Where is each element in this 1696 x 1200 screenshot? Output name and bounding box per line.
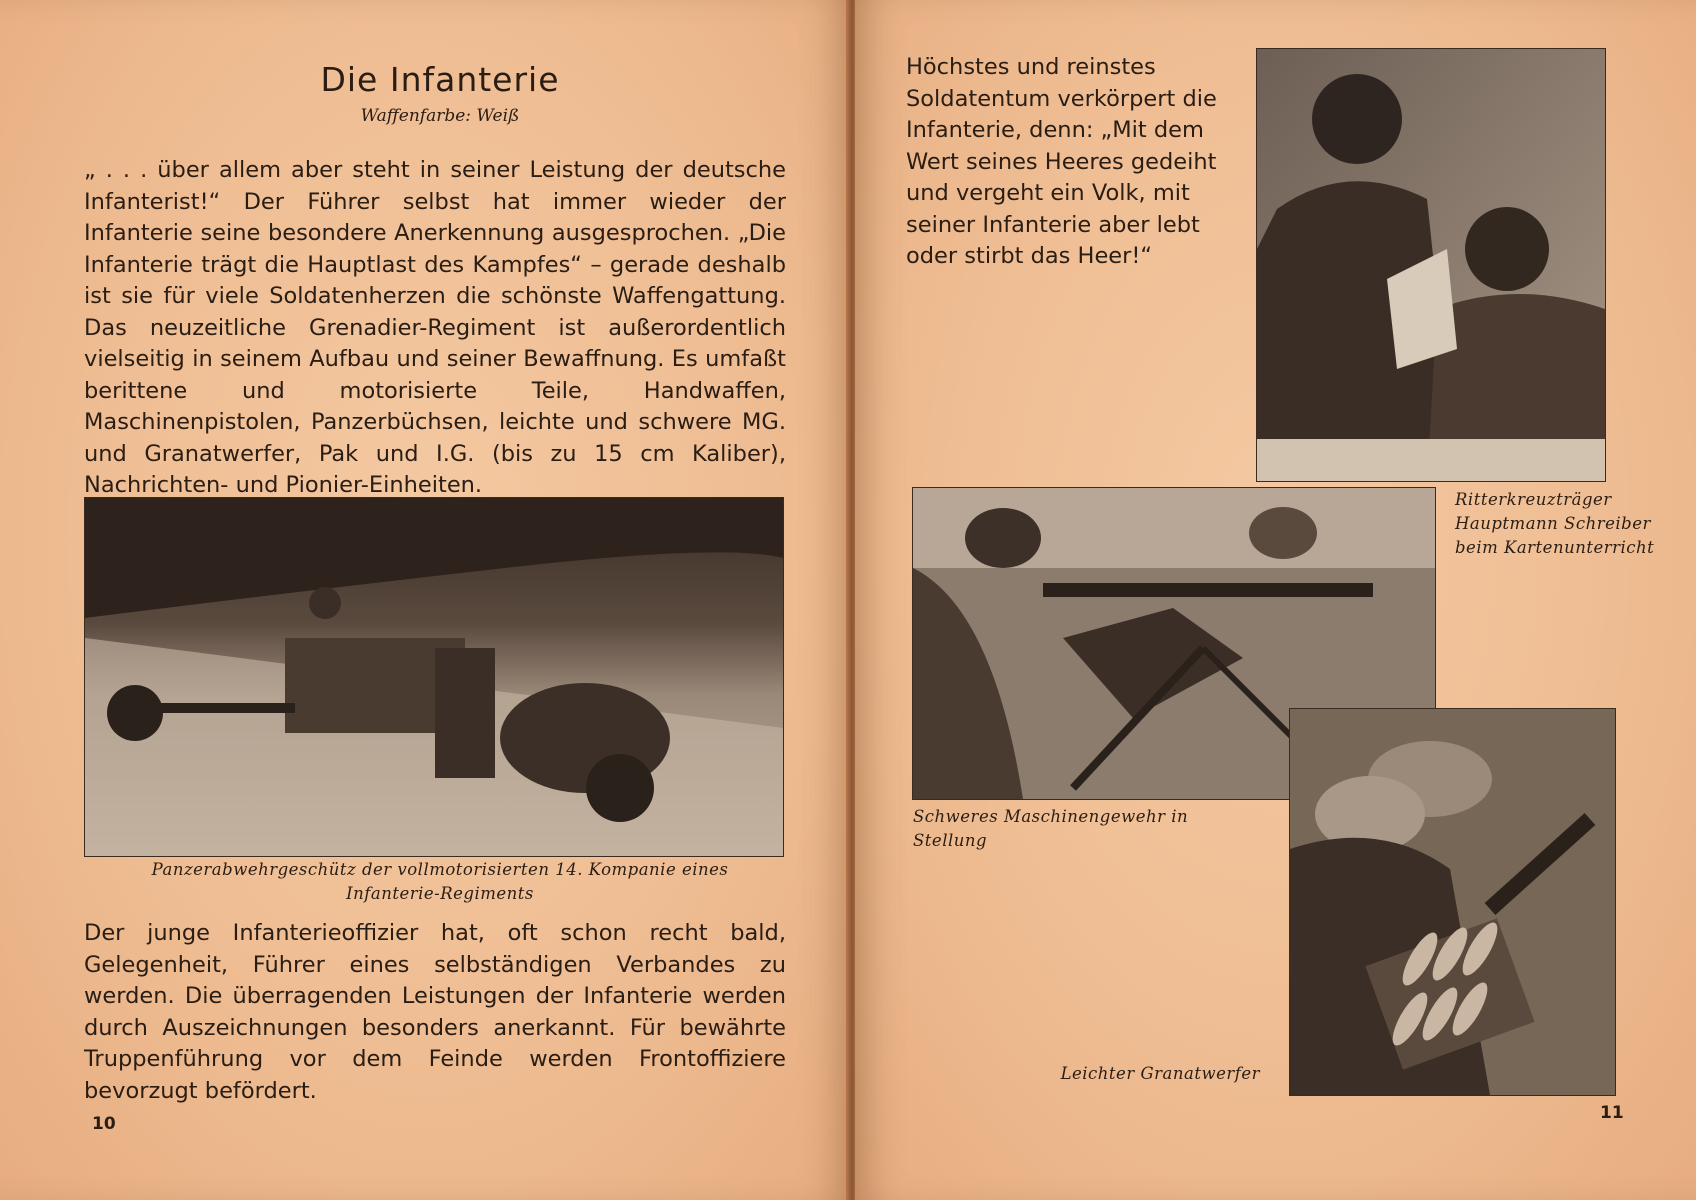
page-subtitle: Waffenfarbe: Weiß bbox=[360, 106, 520, 126]
mortar-photo bbox=[1289, 708, 1616, 1096]
anti-tank-gun-photo bbox=[84, 497, 784, 857]
officer-paragraph: Der junge Infanterieoffizier hat, oft schon recht bald, Gelegenheit, Führer eines selbständigen Verbandes zu werden. Die überragenden Leistungen der Infanterie werden durch Auszeichnungen besonders anerkannt. Für bewährte Truppenführung vor dem Feinde werden Frontoffiziere bevorzugt befördert. bbox=[84, 920, 786, 1104]
page-title: Die Infanterie bbox=[320, 60, 560, 99]
mortar-caption: Leichter Granatwerfer bbox=[1060, 1064, 1260, 1083]
anti-tank-gun-caption: Panzerabwehrgeschütz der vollmotorisierten 14. Kompanie eines Infanterie-Regiments bbox=[151, 860, 729, 903]
officer-caption: Ritterkreuzträger Hauptmann Schreiber beim Kartenunterricht bbox=[1455, 490, 1655, 557]
intro-paragraph: „ . . . über allem aber steht in seiner Leistung der deutsche Infanterist!“ Der Führer selbst hat immer wieder der Infanterie seine besondere Anerkennung ausgesprochen. „Die Infanterie trägt die Hauptlast des Kampfes“ – gerade deshalb ist sie für viele Soldatenherzen die schönste Waffengattung. Das neuzeitliche Grenadier-Regiment ist außerordentlich vielseitig in seinem Aufbau und seiner Bewaffnung. Es umfaßt berittene und motorisierte Teile, Handwaffen, Maschinenpistolen, Panzerbüchsen, leichte und schwere MG. und Granatwerfer, Pak und I.G. (bis zu 15 cm Kaliber), Nachrichten- und Pionier-Einheiten. bbox=[84, 157, 786, 498]
page-number-left: 10 bbox=[92, 1114, 116, 1134]
page-number-right: 11 bbox=[1600, 1103, 1624, 1123]
officer-map-lesson-photo bbox=[1256, 48, 1606, 482]
quote-paragraph: Höchstes und reinstes Soldatentum verkörpert die Infanterie, denn: „Mit dem Wert seines Heeres gedeiht und vergeht ein Volk, mit seiner Infanterie aber lebt oder stirbt das Heer!“ bbox=[906, 54, 1217, 269]
machine-gun-caption: Schweres Maschinengewehr in Stellung bbox=[913, 807, 1189, 850]
